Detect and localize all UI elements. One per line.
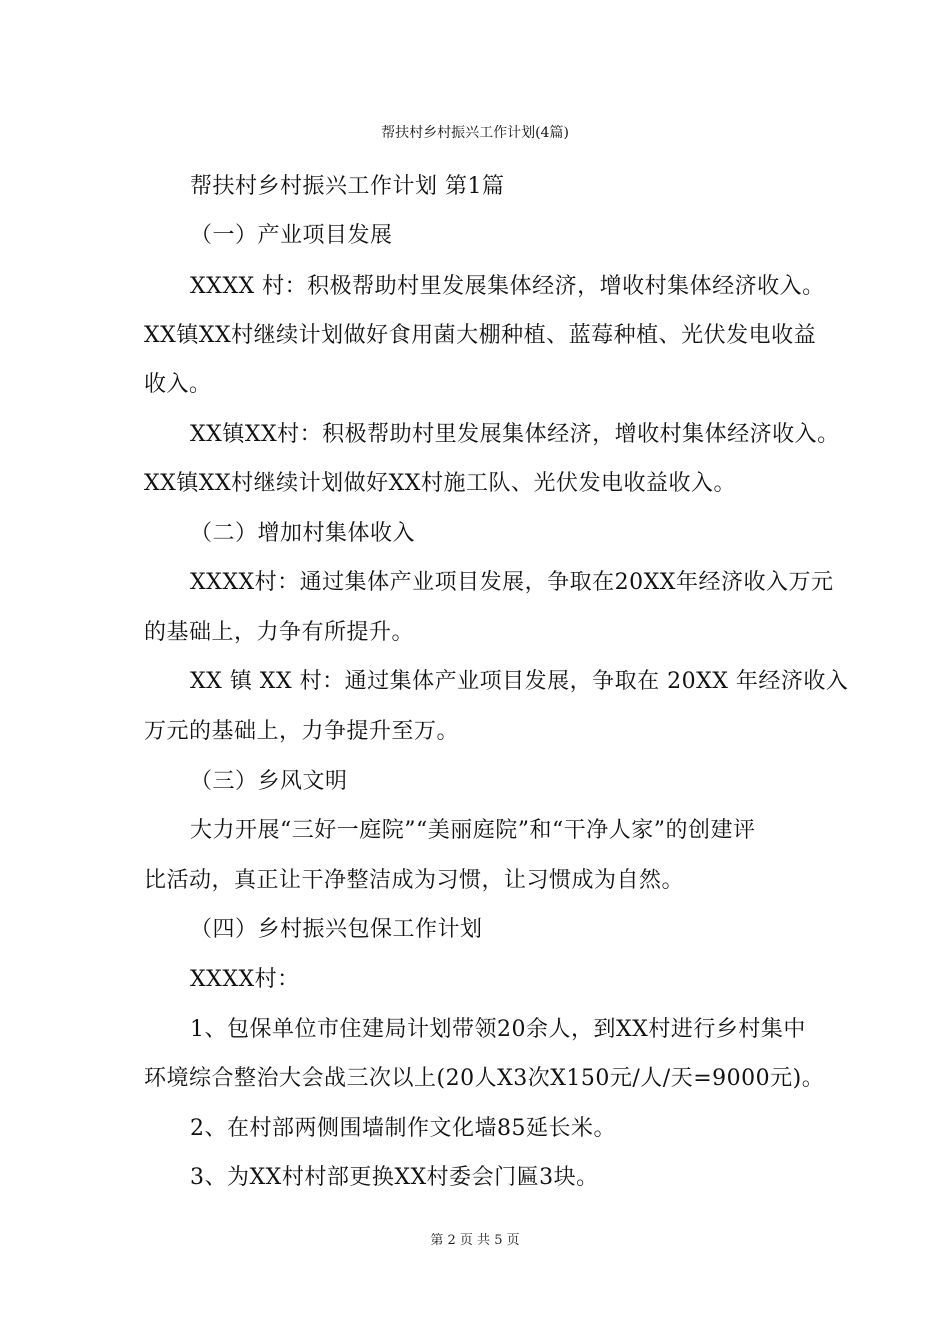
paragraph-line: XX镇XX村继续计划做好XX村施工队、光伏发电收益收入。 [144,471,736,496]
subsection-heading: （三）乡风文明 [190,769,348,794]
paragraph-line: XXXX村： [190,967,300,992]
subsection-heading: （一）产业项目发展 [190,223,393,248]
paragraph-line: XX镇XX村：积极帮助村里发展集体经济，增收村集体经济收入。 [190,422,840,447]
paragraph-line: XXXX村：通过集体产业项目发展，争取在20XX年经济收入万元 [190,570,834,595]
paragraph-line: 收入。 [144,372,212,397]
subsection-heading: （四）乡村振兴包保工作计划 [190,917,483,942]
section-heading: 帮扶村乡村振兴工作计划 第1篇 [190,174,505,199]
paragraph-line: XXXX 村：积极帮助村里发展集体经济，增收村集体经济收入。 [190,274,825,299]
page-footer: 第 2 页 共 5 页 [430,1233,520,1248]
paragraph-line: 的基础上，力争有所提升。 [144,620,415,645]
paragraph-line: 万元的基础上，力争提升至万。 [144,719,460,744]
paragraph-line: XX镇XX村继续计划做好食用菌大棚种植、蓝莓种植、光伏发电收益 [144,323,817,348]
paragraph-line: 3、为XX村村部更换XX村委会门匾3块。 [190,1165,599,1190]
paragraph-line: XX 镇 XX 村：通过集体产业项目发展，争取在 20XX 年经济收入 [190,669,849,694]
paragraph-line: 1、包保单位市住建局计划带领20余人，到XX村进行乡村集中 [190,1017,806,1042]
document-title: 帮扶村乡村振兴工作计划(4篇) [381,125,569,141]
paragraph-line: 比活动，真正让干净整洁成为习惯，让习惯成为自然。 [144,868,685,893]
subsection-heading: （二）增加村集体收入 [190,521,416,546]
paragraph-line: 大力开展“三好一庭院”“美丽庭院”和“干净人家”的创建评 [190,818,756,843]
paragraph-line: 2、在村部两侧围墙制作文化墙85延长米。 [190,1116,616,1141]
paragraph-line: 环境综合整治大会战三次以上(20人X3次X150元/人/天=9000元)。 [144,1066,825,1091]
